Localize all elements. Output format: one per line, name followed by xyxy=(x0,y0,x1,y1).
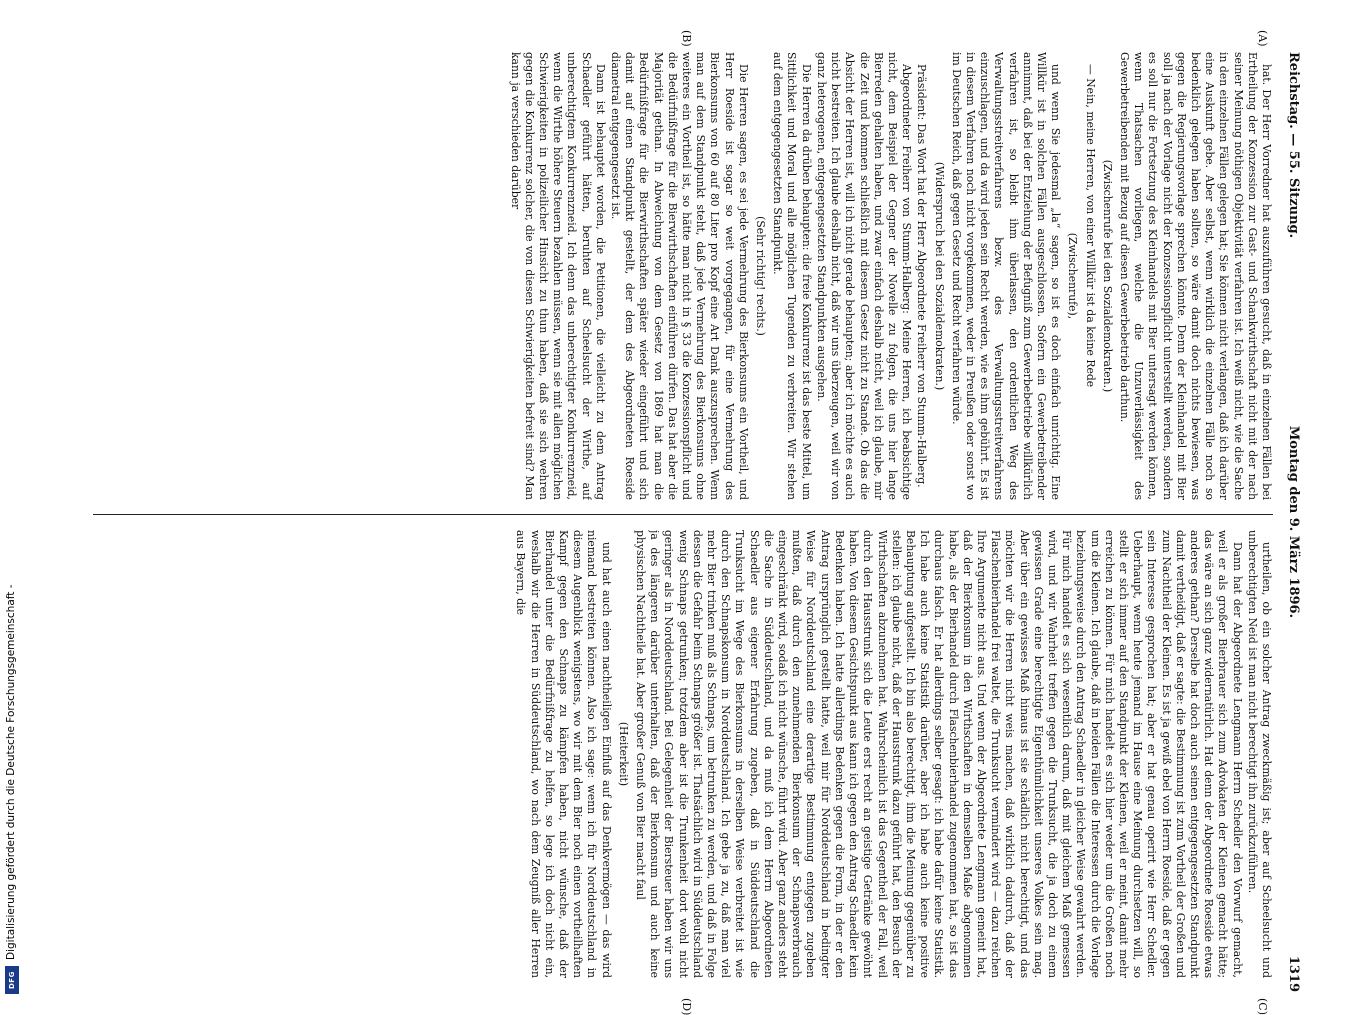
paragraph: und wenn Sie jedesmal „la“ sagen, so ist es doch einfach unrichtig. Eine Willkür ist in solchen Fällen ausgeschlossen. Sofern ein Gewerbetreibender annimmt, daß bei der Entziehung der Befugniß zum Gewerbebetriebe willkürlich verfahren ist, so bleibt ihm überlassen, den ordentlichen Weg des Verwaltungsstreitverfahrens bezw. des Verwaltungsstreitverfahrens einzuschlagen, und da wird jeden sein Recht werden, wie es ihm gebührt. Es ist in diesem Verfahren noch nicht vorgekommen, weder in Preußen oder sonst wo im Deutschen Reich, daß gegen Gesetz und Recht verfahren würde. xyxy=(949,52,1063,500)
sidebar-credit-text: Digitalisierung gefördert durch die Deutsche Forschungsgemeinschaft - xyxy=(5,584,17,960)
paragraph: hat. Der Herr Vorredner hat auszuführen gesucht, daß in einzelnen Fällen bei Ertheilung der Konzession zur Gast- und Schankwirthschaft nicht mit der nach seiner Meinung nöthigen Objektivität verfahren ist. Ich weiß nicht, wie die Sache in den einzelnen Fällen gelegen hat; Sie können nicht verlangen, daß ich darüber eine Auskunft gebe. Aber selbst, wenn wirklich die einzelnen Fälle noch so bedenklich gelegen haben sollten, so wäre damit doch nichts bewiesen, was gegen die Regierungsvorlage sprechen könnte. Denn der Kleinhandel mit Bier soll ja nach der Vorlage nicht der Konzessionspflicht unterstellt werden, sondern es soll nur die Fortsetzung des Kleinhandels mit Bier untersagt werden können, wenn Thatsachen vorliegen, welche die Unzuverlässigkeit des Gewerbetreibenden mit Bezug auf diesen Gewerbebetrieb darthun. xyxy=(1117,52,1273,500)
paragraph: Die Herren sagen, es sei jede Vermehrung des Bierkonsums ein Vortheil, und Herr Roeside ist sogar so weit vorgegangen, für eine Vermehrung des Bierkonsums von 60 auf 80 Liter pro Kopf eine Art Dank auszusprechen. Wenn man auf dem Standpunkt steht, daß jede Vermehrung des Bierkonsums ohne weiteres ein Vortheil ist, so hätte man nicht in § 33 die Konzessionspflicht und die Bedürfnißfrage für die Bierwirthschaften einführen dürfen. Das hat aber die Majorität gethan. In Abweichung von dem Gesetz von 1869 hat man die Bedürfnißfrage für die Bierwirthschaften später wieder eingeführt und sich damit auf einen Standpunkt gestellt, der dem des Abgeordneten Roeside diametral entgegengesetzt ist. xyxy=(609,52,750,500)
margin-marker-b: (B) xyxy=(680,30,693,47)
speaker-paragraph: Präsident: Das Wort hat der Herr Abgeordnete Freiherr von Stumm-Halberg. xyxy=(915,64,929,488)
column-divider xyxy=(93,514,1273,515)
document-page xyxy=(63,30,1303,1015)
header-center: Montag den 9. März 1896. xyxy=(1286,425,1301,619)
left-column xyxy=(93,52,1273,500)
dfg-logo: DFG xyxy=(5,966,19,994)
margin-marker-c: (C) xyxy=(1256,998,1269,1015)
digitization-sidebar xyxy=(0,0,24,1000)
interjection: (Zwischenrufe bei den Sozialdemokraten.) xyxy=(1100,159,1114,393)
margin-marker-d: (D) xyxy=(680,998,693,1015)
paragraph: — Nein, meine Herren, von einer Willkür ist da keine Rede xyxy=(1083,64,1097,388)
interjection: (Zwischenrufe), xyxy=(1066,232,1080,320)
header-left: Reichstag. — 55. Sitzung. xyxy=(1286,52,1301,239)
page-number: 1319 xyxy=(1286,955,1301,992)
right-column xyxy=(93,530,1273,978)
paragraph: urtheilen, ob ein solcher Antrag zweckmäßig ist; aber auf Scheelsucht und unberechtigten Neid ist man nicht berechtigt ihn zurückzuführen. xyxy=(1245,530,1273,978)
paragraph: Die Herren da drüben behaupten: die freie Konkurrenz ist das beste Mittel, um Sittlichkeit und Moral und alle möglichen Tugenden zu verbreiten. Wir stehen auf dem entgegengesetzten Standpunkt. xyxy=(771,52,813,500)
interjection: (Widerspruch bei den Sozialdemokraten.) xyxy=(932,161,946,391)
interjection: (Sehr richtig! rechts.) xyxy=(754,216,768,336)
margin-marker-a: (A) xyxy=(1256,30,1269,47)
paragraph: Dann ist behauptet worden, die Petitionen, die vielleicht zu dem Antrag Schaedler geführt hätten, beruhten auf Scheelsucht der Wirthe, auf unberechtigtem Konkurrenzneid. Ich denn das unberechtigter Konkurrenzneid, wenn die Wirthe höhere Steuern bezahlen müssen, wenn sie mit allen möglichen Schwierigkeiten in polizeilicher Hinsicht zu thun haben, daß sie sich wehren gegen die Konkurrenz solcher, die von diesen Schwierigkeiten befreit sind? Man kann ja verschieden darüber xyxy=(508,52,607,500)
page-header xyxy=(1281,52,1303,992)
paragraph: Dann hat der Abgeordnete Lengmann Herrn Schedler den Vorwurf gemacht, weil er als großer Bierbrauer sich zum Advokaten der Kleinen gemacht hätte; das wäre an sich ganz widernatürlich. Hat denn der Abgeordnete Roeside etwas anderes gethan? Derselbe hat doch auch seinen entgegengesetzten Standpunkt damit vertheidigt, daß er sagte: die Bestimmung ist zum Vortheil der Großen und zum Nachtheil der Kleinen. Es ist ja gewiß ebel von Herrn Roeside, daß er gegen sein Interesse gesprochen hat; aber er hat genau operirt wie Herr Schedler. Ueberhaupt, wenn heute jemand im Hause eine Meinung durchsetzen will, so stellt er sich immer auf den Standpunkt der Kleinen, weil er meint, damit mehr erreichen zu können. Für mich handelt es sich hier weder um die Großen noch um die Kleinen. Ich glaube, daß in beiden Fällen die Interessen durch die Vorlage beziehungsweise durch den Antrag Schaedler in gleicher Weise gewahrt werden. Für mich handelt es sich wesentlich darum, daß mit gleichem Maß gemessen wird, und wir Wahrheit treffen gegen die Trunksucht, die ja doch zu einem gewissen Grade eine berechtigte Eigenthümlichkeit unseres Volkes sein mag. Aber über ein gewisses Maß hinaus ist sie schädlich nicht berechtigt, und das möchten wir die Herren nicht weis machen, daß wirklich dadurch, daß der Flaschenbierhandel frei waltet, die Trunksucht vermindert wird — dazu reichen Ihre Argumente nicht aus. Und wenn der Abgeordnete Lengmann gemeint hat, daß der Bierkonsum in den Wirthschaften in demselben Maße abgenommen habe, als der Bierhandel durch Flaschenbierhandel zugenommen hat, so ist das durchaus falsch. Er hat allerdings selber gesagt: ich habe dafür keine Statistik. Ich habe auch keine Statistik darüber, aber ich habe auch keine positive Behauptung aufgestellt. Ich bin also berechtigt, ihm die Meinung gegenüber zu stellen: ich glaube nicht, daß der Hausstrunk dazu geführt hat, den Besuch der Wirthschaften abzunehmen hat. Wahrscheinlich ist das Gegentheil der Fall, weil durch den Hausstrunk sich die Leute erst recht an geistige Getränke gewöhnt haben. Von diesem Gesichtspunkt aus kann ich gegen den Antrag Schaedler kein Bedenken haben. Ich hatte allerdings Bedenken gegen die Form, in der er den Antrag ursprünglich gestellt hatte, weil mir für Norddeutschland in bedingter Weise für Norddeutschland eine derartige Bestimmung entgegen zugeben mußten, daß durch den zunehmenden Bierkonsum der Schnapsverbrauch eingeschränkt wird, sodaß ich nicht wünsche, führt wird. Aber ganz anders steht die Sache in Süddeutschland, und da muß ich dem Herrn Abgeordneten Schaedler aus eigener Erfahrung zugeben, daß in Süddeutschland die Trunksucht im Wege des Bierkonsums in derselben Weise verbreitet ist wie durch den Schnapskonsum in Norddeutschland. Ich gebe ja zu, daß man viel mehr Bier trinken muß als Schnaps, um betrunken zu werden, und daß in Folge dessen die Gefahr beim Schnaps größer ist. Thatsächlich wird in Süddeutschland wenig Schnaps getrunken; trotzdem aber ist die Trunkenheit dort wohl nicht geringer als in Norddeutschland. Bei Gelegenheit der Biersteuer haben wir uns ja des längeren darüber unterhalten, daß der Bierkonsum und auch keine physischen Nachtheile hat. Aber großer Genuß von Bier macht faul xyxy=(634,530,1244,978)
paragraph: und hat auch einen nachtheiligen Einfluß auf das Denkvermögen — das wird niemand bestreiten können. Also ich sage: wenn ich für Norddeutschland in diesem Augenblick wenigstens, wo wir mit dem Bier noch einen vortheilhaften Kampf gegen den Schnaps zu kämpfen haben, nicht wünsche, daß der Bierhandel unter die Bedürfnißfrage zu helfen, so lege ich doch nicht ein, weshalb wir die Herren in Süddeutschland, wo nach dem Zeugniß aller Herren aus Bayern, die xyxy=(514,530,613,978)
speaker-paragraph: Abgeordneter Freiherr von Stumm-Halberg: Meine Herren, ich beabsichtige nicht, dem Beispiel der Gegner der Novelle zu folgen, die uns hier lange Bierreden gehalten haben, und zwar einfach deshalb nicht, weil ich glaube, mir die Zeit und kommen schließlich mit diesem Gesetz nicht zu Stande. Ob das die Absicht der Herren ist, will ich nicht gerade behaupten; aber ich möchte es auch nicht bestreiten. Ich glaube deshalb nicht, daß wir uns überzeugen, weil wir von ganz heterogenen, entgegengesetzten Standpunkten ausgehen. xyxy=(814,52,914,500)
interjection: (Heiterkeit) xyxy=(616,721,630,787)
